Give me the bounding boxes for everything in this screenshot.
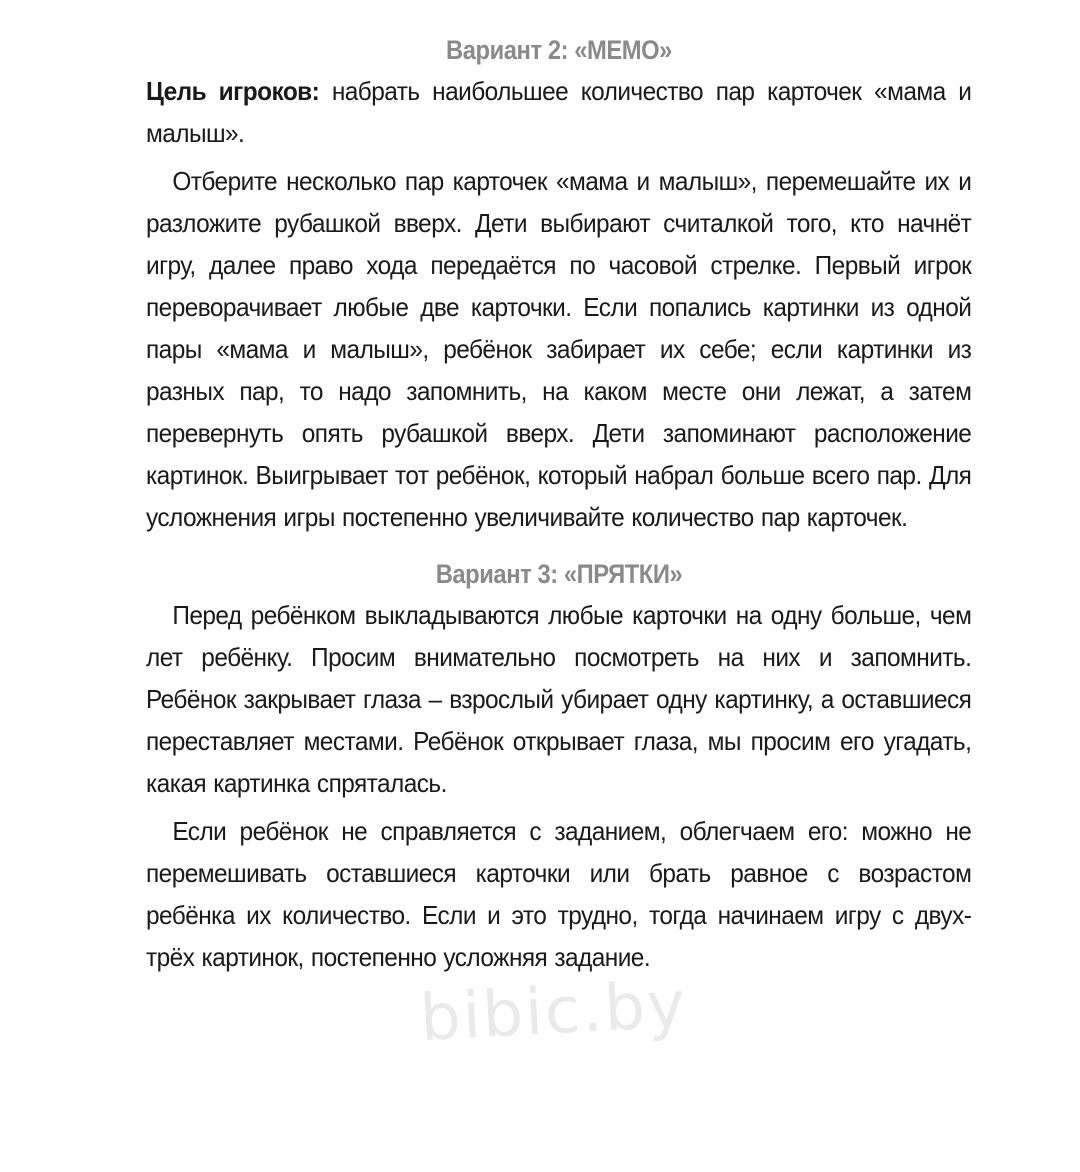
variant3-hint-paragraph: Если ребёнок не справляется с заданием, облегчаем его: можно не перемешивать оставшиеся карточки или брать равное с возрастом ребёнка их количество. Если и это трудно, тогда начинаем игру с двух-трёх картинок, постепенно усложняя задание. — [146, 816, 972, 972]
variant2-goal-paragraph — [146, 70, 971, 154]
variant3-rules-paragraph: Перед ребёнком выкладываются любые карточки на одну больше, чем лет ребёнку. Просим внимательно посмотреть на них и запомнить. Ребёнок закрывает глаза – взрослый убирает одну картинку, а оставшиеся переставляет местами. Ребёнок открывает глаза, мы просим его угадать, какая картинка спряталась. — [146, 600, 972, 798]
variant2-rules-paragraph: Отберите несколько пар карточек «мама и малыш», перемешайте их и разложите рубашкой вверх. Дети выбирают считалкой того, кто начнёт игру, далее право хода передаётся по часовой стрелке. Первый игрок переворачивает любые две карточки. Если попались картинки из одной пары «мама и малыш», ребёнок забирает их себе; если картинки из разных пар, то надо запомнить, на каком месте они лежат, а затем перевернуть опять рубашкой вверх. Дети запоминают расположение картинок. Выигрывает тот ребёнок, который набрал больше всего пар. Для усложнения игры постепенно увеличивайте количество пар карточек. — [146, 166, 972, 532]
goal-label: Цель игроков: — [146, 76, 320, 106]
watermark: bibic.by — [418, 968, 689, 1056]
variant3-heading: Вариант 3: «ПРЯТКИ» — [435, 559, 683, 589]
variant2-heading: Вариант 2: «МЕМО» — [446, 35, 672, 65]
goal-text: набрать наибольшее количество пар карточек «мама и малыш». — [146, 76, 972, 148]
